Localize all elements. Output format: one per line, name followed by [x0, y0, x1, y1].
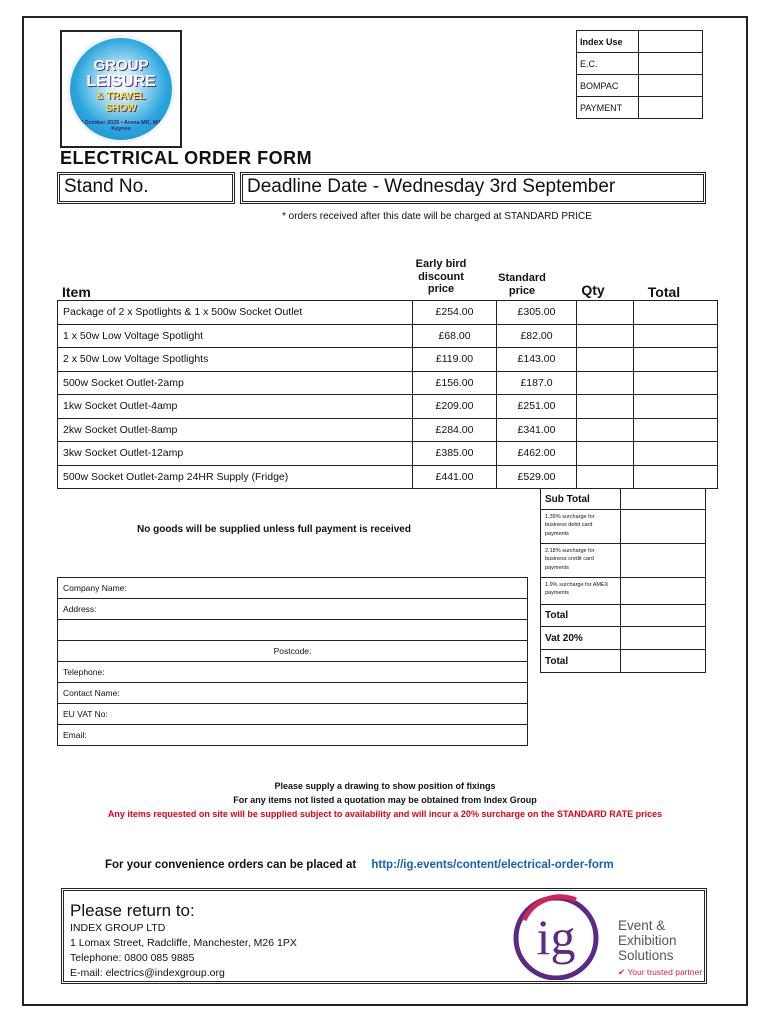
summary-table: [540, 488, 706, 673]
return-address-box: [61, 888, 707, 984]
table-row: [58, 301, 718, 325]
standard-price: £251.00: [497, 395, 577, 419]
ig-text-line1: Event &: [618, 918, 666, 933]
total-field[interactable]: [621, 605, 706, 627]
grand-total-label: Total: [541, 650, 621, 673]
standard-price: £305.00: [497, 301, 577, 325]
stand-number-field[interactable]: Stand No.: [57, 172, 235, 204]
ig-text-line2: Exhibition: [618, 932, 677, 948]
form-title: ELECTRICAL ORDER FORM: [60, 148, 313, 168]
table-row: [58, 371, 718, 395]
postcode-field[interactable]: Postcode:: [58, 641, 528, 662]
total-field[interactable]: [634, 301, 718, 325]
total-field[interactable]: [634, 418, 718, 442]
header-total: Total: [647, 284, 681, 300]
header-item: Item: [62, 284, 91, 300]
instruction-surcharge: Any items requested on site will be supplied subject to availability and will incur a 20% surcharge on the STANDARD RATE prices: [107, 809, 663, 819]
index-use-label: PAYMENT: [577, 97, 639, 119]
qty-field[interactable]: [577, 395, 634, 419]
address-line-2-field[interactable]: [58, 620, 528, 641]
index-use-cell[interactable]: [639, 31, 703, 53]
logo-text-1: GROUP: [93, 57, 149, 74]
early-price: £119.00: [413, 348, 497, 372]
payment-warning: No goods will be supplied unless full payment is received: [137, 524, 411, 535]
standard-price: £529.00: [497, 465, 577, 489]
qty-field[interactable]: [577, 418, 634, 442]
company-name-field[interactable]: Company Name:: [58, 578, 528, 599]
qty-field[interactable]: [577, 324, 634, 348]
logo-text-3: & TRAVEL: [96, 91, 146, 102]
total-field[interactable]: [634, 465, 718, 489]
logo-ring-text: 2nd October 2025 • Arena MK, Milton Keynes: [73, 120, 169, 132]
qty-field[interactable]: [577, 442, 634, 466]
header-standard: Standard price: [498, 272, 546, 297]
vat-label: Vat 20%: [541, 627, 621, 650]
qty-field[interactable]: [577, 301, 634, 325]
header-early-bird: Early bird discount price: [415, 258, 467, 296]
grand-total-field[interactable]: [621, 650, 706, 673]
item-name: 3kw Socket Outlet-12amp: [58, 442, 413, 466]
convenience-text: For your convenience orders can be placed at: [105, 859, 357, 871]
item-name: 1kw Socket Outlet-4amp: [58, 395, 413, 419]
index-use-label: BOMPAC: [577, 75, 639, 97]
sub-total-field[interactable]: [621, 489, 706, 510]
early-price: £209.00: [413, 395, 497, 419]
contact-name-field[interactable]: Contact Name:: [58, 683, 528, 704]
credit-surcharge-field[interactable]: [621, 544, 706, 578]
early-price: £441.00: [413, 465, 497, 489]
total-field[interactable]: [634, 348, 718, 372]
return-telephone: Telephone: 0800 085 9885: [70, 952, 195, 964]
early-price: £385.00: [413, 442, 497, 466]
index-use-cell[interactable]: [639, 97, 703, 119]
item-name: Package of 2 x Spotlights & 1 x 500w Socket Outlet: [58, 301, 413, 325]
table-row: [58, 442, 718, 466]
item-name: 500w Socket Outlet-2amp 24HR Supply (Fridge): [58, 465, 413, 489]
standard-price: £341.00: [497, 418, 577, 442]
credit-surcharge-label: 2.18% surcharge for business credit card payments: [541, 544, 621, 578]
logo-circle: [67, 35, 175, 143]
telephone-field[interactable]: Telephone:: [58, 662, 528, 683]
index-use-label: E.C.: [577, 53, 639, 75]
address-field[interactable]: Address:: [58, 599, 528, 620]
amex-surcharge-label: 1.9% surcharge for AMEX payments: [541, 578, 621, 605]
group-leisure-logo: [60, 30, 182, 148]
deadline-banner: Deadline Date - Wednesday 3rd September: [240, 172, 706, 204]
return-address: 1 Lomax Street, Radcliffe, Manchester, M26 1PX: [70, 937, 297, 949]
ig-tagline-text: Your trusted partner: [627, 967, 703, 977]
return-title: Please return to:: [70, 901, 195, 920]
amex-surcharge-field[interactable]: [621, 578, 706, 605]
ig-text-line3: Solutions: [618, 947, 674, 963]
table-row: [58, 348, 718, 372]
sub-total-label: Sub Total: [541, 489, 621, 510]
index-use-header: Index Use: [577, 31, 639, 53]
early-price: £156.00: [413, 371, 497, 395]
early-price: £254.00: [413, 301, 497, 325]
standard-price: £462.00: [497, 442, 577, 466]
eu-vat-field[interactable]: EU VAT No:: [58, 704, 528, 725]
item-name: 2 x 50w Low Voltage Spotlights: [58, 348, 413, 372]
table-row: [58, 418, 718, 442]
vat-field[interactable]: [621, 627, 706, 650]
ig-tagline: [618, 967, 702, 978]
convenience-line: [105, 859, 614, 871]
standard-price: £82.00: [497, 324, 577, 348]
index-use-cell[interactable]: [639, 53, 703, 75]
deadline-note: * orders received after this date will be charged at STANDARD PRICE: [282, 211, 592, 222]
ig-text: [618, 919, 677, 964]
qty-field[interactable]: [577, 348, 634, 372]
order-form-link[interactable]: http://ig.events/content/electrical-order-form: [371, 859, 614, 871]
total-field[interactable]: [634, 395, 718, 419]
table-row: [58, 324, 718, 348]
header-qty: Qty: [581, 282, 605, 298]
qty-field[interactable]: [577, 371, 634, 395]
standard-price: £143.00: [497, 348, 577, 372]
debit-surcharge-field[interactable]: [621, 510, 706, 544]
price-table: [57, 300, 718, 489]
qty-field[interactable]: [577, 465, 634, 489]
total-field[interactable]: [634, 324, 718, 348]
total-field[interactable]: [634, 371, 718, 395]
email-field[interactable]: Email:: [58, 725, 528, 746]
index-use-table: [576, 30, 703, 119]
debit-surcharge-label: 1.39% surcharge for business debit card payments: [541, 510, 621, 544]
table-row: [58, 465, 718, 489]
early-price: £68.00: [413, 324, 497, 348]
total-field[interactable]: [634, 442, 718, 466]
instruction-drawing: Please supply a drawing to show position of fixings: [274, 781, 496, 791]
instruction-quotation: For any items not listed a quotation may be obtained from Index Group: [233, 795, 537, 805]
logo-text-2: LEISURE: [86, 73, 156, 90]
check-icon: ✔: [618, 967, 628, 977]
item-name: 1 x 50w Low Voltage Spotlight: [58, 324, 413, 348]
table-row: [58, 395, 718, 419]
ig-mark: ig: [536, 909, 576, 965]
index-use-cell[interactable]: [639, 75, 703, 97]
item-name: 500w Socket Outlet-2amp: [58, 371, 413, 395]
standard-price: £187.0: [497, 371, 577, 395]
logo-text-4: SHOW: [105, 103, 137, 114]
return-email: E-mail: electrics@indexgroup.org: [70, 967, 225, 979]
return-company: INDEX GROUP LTD: [70, 922, 166, 934]
company-details-table: [57, 577, 528, 746]
total-label: Total: [541, 605, 621, 627]
item-name: 2kw Socket Outlet-8amp: [58, 418, 413, 442]
early-price: £284.00: [413, 418, 497, 442]
